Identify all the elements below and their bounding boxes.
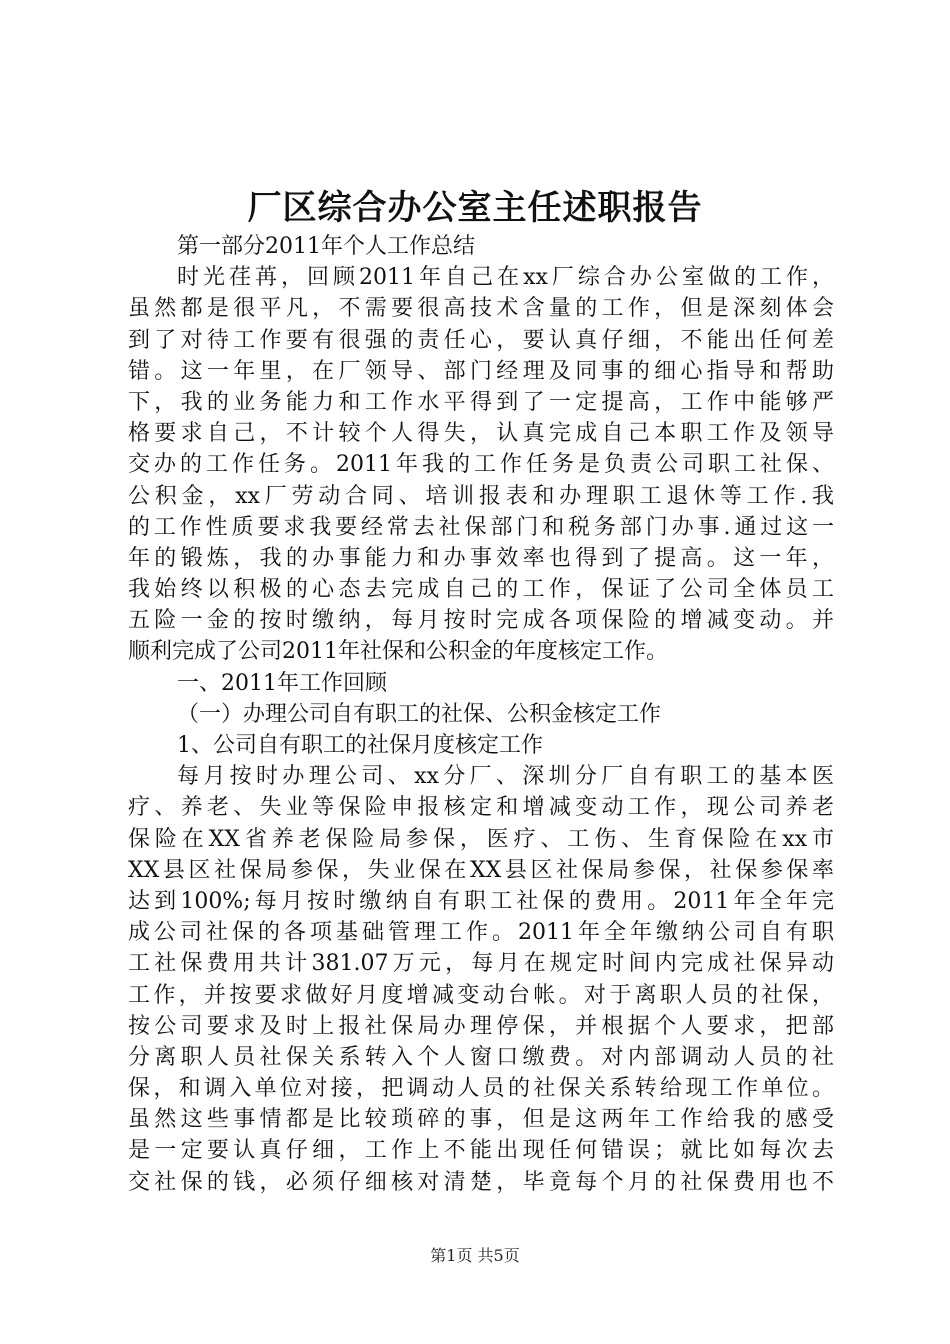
body-text-line: 分离职人员社保关系转入个人窗口缴费。对内部调动人员的社 (128, 1044, 834, 1070)
body-text-line: 保险在XX省养老保险局参保，医疗、工伤、生育保险在xx市 (128, 826, 834, 852)
body-text-line: （一）办理公司自有职工的社保、公积金核定工作 (177, 701, 662, 727)
body-text-line: 到了对待工作要有很强的责任心，要认真仔细，不能出任何差 (128, 327, 834, 353)
page-footer: 第1页 共5页 (430, 1246, 520, 1265)
body-text-line: 保，和调入单位对接，把调动人员的社保关系转给现工作单位。 (128, 1076, 834, 1102)
body-text-line: 达到100%;每月按时缴纳自有职工社保的费用。2011年全年完 (128, 888, 834, 914)
body-text-line: 疗、养老、失业等保险申报核定和增减变动工作，现公司养老 (128, 795, 834, 821)
body-text-line: 五险一金的按时缴纳，每月按时完成各项保险的增减变动。并 (128, 608, 834, 634)
body-text-line: 虽然都是很平凡，不需要很高技术含量的工作，但是深刻体会 (128, 296, 834, 322)
body-text-line: 第一部分2011年个人工作总结 (177, 234, 475, 259)
body-text-line: 时光荏苒，回顾2011年自己在xx厂综合办公室做的工作， (177, 265, 834, 291)
body-text-line: 年的锻炼，我的办事能力和办事效率也得到了提高。这一年， (128, 545, 834, 571)
body-text-line: 交社保的钱，必须仔细核对清楚，毕竟每个月的社保费用也不 (128, 1169, 834, 1195)
body-text-line: 顺利完成了公司2011年社保和公积金的年度核定工作。 (128, 639, 668, 665)
body-text-line: 每月按时办理公司、xx分厂、深圳分厂自有职工的基本医 (177, 764, 834, 790)
body-text-line: 工作，并按要求做好月度增减变动台帐。对于离职人员的社保， (128, 982, 834, 1008)
body-text-line: 是一定要认真仔细，工作上不能出现任何错误；就比如每次去 (128, 1138, 834, 1164)
body-text-line: 公积金，xx厂劳动合同、培训报表和办理职工退休等工作.我 (128, 483, 834, 509)
body-text-line: 工社保费用共计381.07万元，每月在规定时间内完成社保异动 (128, 951, 834, 977)
body-text-line: 下，我的业务能力和工作水平得到了一定提高，工作中能够严 (128, 389, 834, 415)
body-text-line: 1、公司自有职工的社保月度核定工作 (177, 733, 543, 758)
body-text-line: 按公司要求及时上报社保局办理停保，并根据个人要求，把部 (128, 1013, 834, 1039)
body-text-line: 的工作性质要求我要经常去社保部门和税务部门办事.通过这一 (128, 514, 834, 540)
body-text-line: 一、2011年工作回顾 (177, 670, 387, 696)
document-title: 厂区综合办公室主任述职报告 (247, 188, 703, 228)
document-body (128, 231, 834, 1198)
body-text-line: 交办的工作任务。2011年我的工作任务是负责公司职工社保、 (128, 452, 834, 478)
body-text-line: 虽然这些事情都是比较琐碎的事，但是这两年工作给我的感受 (128, 1107, 834, 1133)
body-text-line: XX县区社保局参保，失业保在XX县区社保局参保，社保参保率 (128, 857, 834, 883)
body-text-line: 格要求自己，不计较个人得失，认真完成自己本职工作及领导 (128, 421, 834, 447)
body-text-line: 我始终以积极的心态去完成自己的工作，保证了公司全体员工 (128, 577, 834, 603)
body-text-line: 错。这一年里，在厂领导、部门经理及同事的细心指导和帮助 (128, 358, 834, 384)
body-text-line: 成公司社保的各项基础管理工作。2011年全年缴纳公司自有职 (128, 920, 834, 946)
